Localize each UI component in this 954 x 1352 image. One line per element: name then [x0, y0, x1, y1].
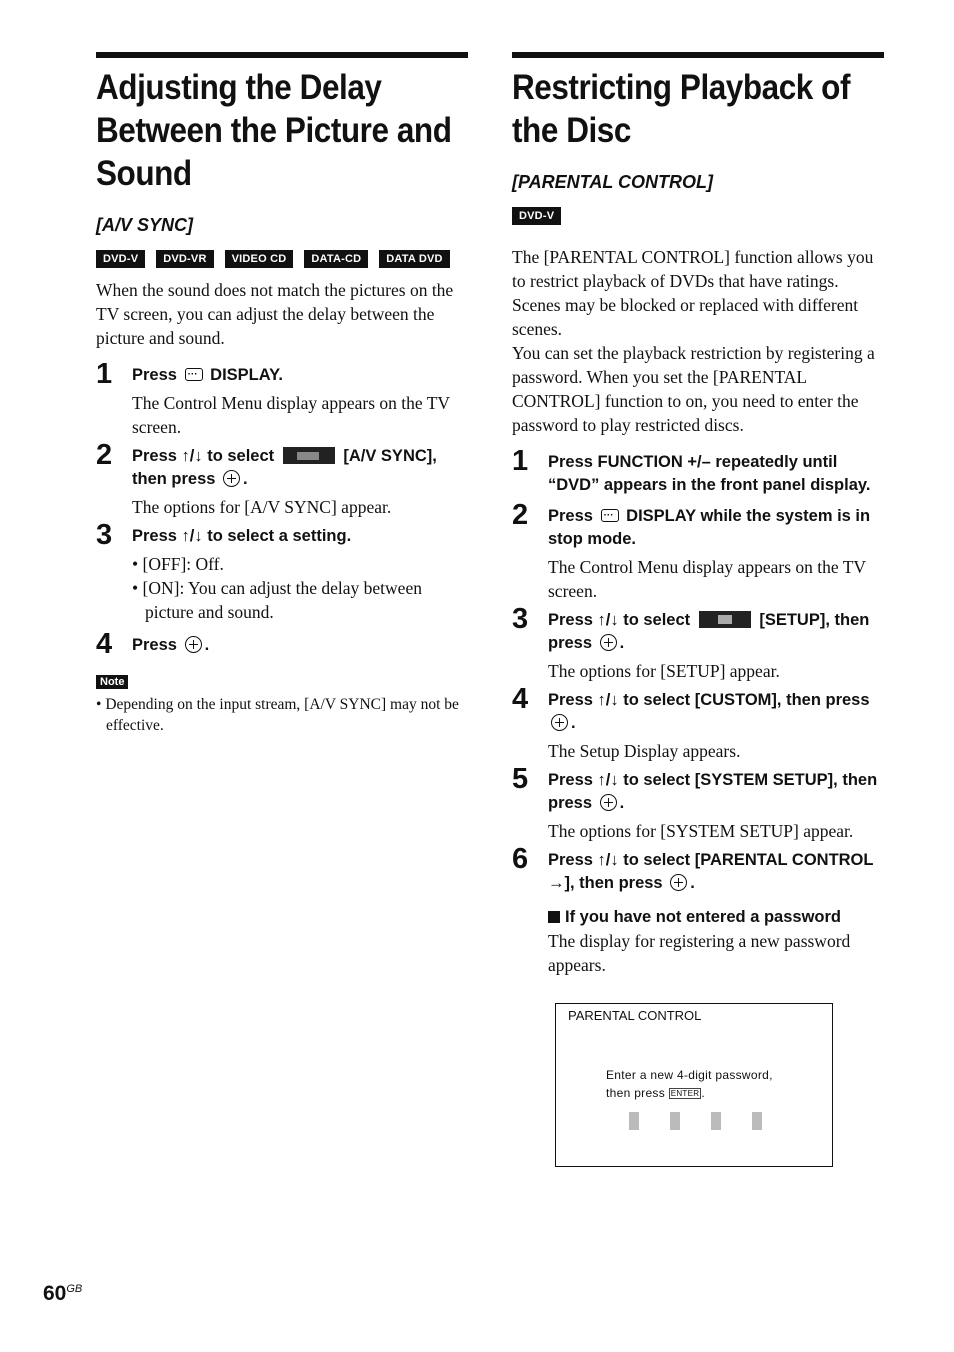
step-4	[96, 628, 468, 660]
right-column	[512, 52, 884, 1167]
step-number: 2	[512, 499, 529, 531]
step-number: 6	[512, 843, 529, 875]
step-instruction: Press ↑/↓ to select a setting.	[132, 527, 352, 545]
step-instruction: Press ··· DISPLAY while the system is in stop mode.	[548, 505, 884, 551]
badge-dvd-vr: DVD-VR	[156, 250, 213, 268]
step-number: 4	[512, 683, 529, 715]
screen-message: Enter a new 4-digit password, then press ENTER .	[606, 1068, 773, 1100]
screen-title: PARENTAL CONTROL	[568, 1008, 702, 1023]
disc-type-badges	[512, 207, 884, 225]
note-text: • Depending on the input stream, [A/V SYNC] may not be effective.	[96, 696, 459, 734]
step-instruction: Press ↑/↓ to select [SYSTEM SETUP], then press .	[548, 771, 878, 812]
enter-button-icon	[670, 874, 687, 891]
section-subtitle: [PARENTAL CONTROL]	[512, 172, 713, 192]
step-5	[512, 763, 884, 843]
password-slot	[711, 1112, 721, 1130]
password-slot	[670, 1112, 680, 1130]
section-title-av-sync: Adjusting the Delay Between the Picture and Sound	[96, 68, 452, 193]
step-instruction: Press ··· DISPLAY.	[132, 364, 468, 387]
enter-button-icon	[600, 794, 617, 811]
no-password-description: The display for registering a new password appears.	[548, 931, 851, 975]
step-number: 4	[96, 628, 113, 660]
step-1	[512, 445, 884, 497]
enter-button-icon	[600, 634, 617, 651]
step-instruction: Press FUNCTION +/– repeatedly until “DVD” appears in the front panel display.	[548, 453, 871, 494]
note-label: Note	[96, 675, 128, 689]
step-1	[96, 358, 468, 439]
step-instruction: Press .	[132, 636, 210, 654]
section-subtitle: [A/V SYNC]	[96, 215, 194, 235]
password-slot	[752, 1112, 762, 1130]
title-rule	[96, 52, 468, 58]
step-3	[96, 519, 468, 624]
intro-paragraph: The [PARENTAL CONTROL] function allows you to restrict playback of DVDs that have ratings. Scenes may be blocked or replaced with different scenes.	[512, 247, 874, 339]
section-title-parental-control: Restricting Playback of the Disc	[512, 68, 851, 150]
enter-button-icon	[185, 636, 202, 653]
display-button-icon	[601, 509, 619, 522]
disc-type-badges	[96, 250, 468, 268]
enter-button-icon	[223, 470, 240, 487]
step-number: 2	[96, 439, 113, 471]
password-slot	[629, 1112, 639, 1130]
step-number: 3	[512, 603, 529, 635]
step-instruction: Press ↑/↓ to select [A/V SYNC], then press .	[132, 447, 437, 488]
step-2	[96, 439, 468, 519]
step-instruction: Press ↑/↓ to select [CUSTOM], then press .	[548, 691, 870, 732]
step-description: The options for [SYSTEM SETUP] appear.	[548, 821, 854, 841]
step-number: 1	[512, 445, 529, 477]
badge-video-cd: VIDEO CD	[225, 250, 294, 268]
step-description: The Control Menu display appears on the TV screen.	[548, 557, 866, 601]
av-sync-menu-icon	[283, 447, 335, 464]
option-on: • [ON]: You can adjust the delay between picture and sound.	[132, 578, 422, 622]
intro-paragraph-2: You can set the playback restriction by registering a password. When you set the [PARENTAL CONTROL] function to on, you need to enter the password to play restricted discs.	[512, 343, 875, 435]
badge-dvd-v: DVD-V	[96, 250, 145, 268]
step-instruction: Press ↑/↓ to select [SETUP], then press .	[548, 611, 870, 652]
step-description: The options for [SETUP] appear.	[548, 661, 780, 681]
badge-data-dvd: DATA DVD	[379, 250, 449, 268]
parental-control-screen	[555, 1003, 833, 1167]
left-column	[96, 52, 468, 736]
step-number: 1	[96, 358, 113, 390]
no-password-heading: If you have not entered a password	[548, 905, 884, 929]
step-number: 3	[96, 519, 113, 551]
enter-button-icon	[551, 714, 568, 731]
step-4	[512, 683, 884, 763]
option-off: • [OFF]: Off.	[132, 554, 224, 574]
page-number: $60^{GB}$	[43, 1282, 83, 1305]
setup-menu-icon	[699, 611, 751, 628]
title-rule	[512, 52, 884, 58]
password-slots	[629, 1112, 762, 1130]
badge-data-cd: DATA-CD	[304, 250, 368, 268]
enter-key-icon: ENTER	[670, 1089, 700, 1098]
step-description: The Control Menu display appears on the TV screen.	[132, 393, 450, 437]
step-description: The Setup Display appears.	[548, 741, 741, 761]
step-6	[512, 843, 884, 1167]
square-bullet-icon	[548, 911, 560, 923]
step-2	[512, 499, 884, 603]
display-button-icon	[185, 368, 203, 381]
step-description: The options for [A/V SYNC] appear.	[132, 497, 392, 517]
step-instruction: Press ↑/↓ to select [PARENTAL CONTROL →], then press .	[548, 851, 874, 892]
intro-paragraph: When the sound does not match the pictures on the TV screen, you can adjust the delay between the picture and sound.	[96, 280, 454, 348]
step-number: 5	[512, 763, 529, 795]
badge-dvd-v: DVD-V	[512, 207, 561, 225]
step-3	[512, 603, 884, 683]
